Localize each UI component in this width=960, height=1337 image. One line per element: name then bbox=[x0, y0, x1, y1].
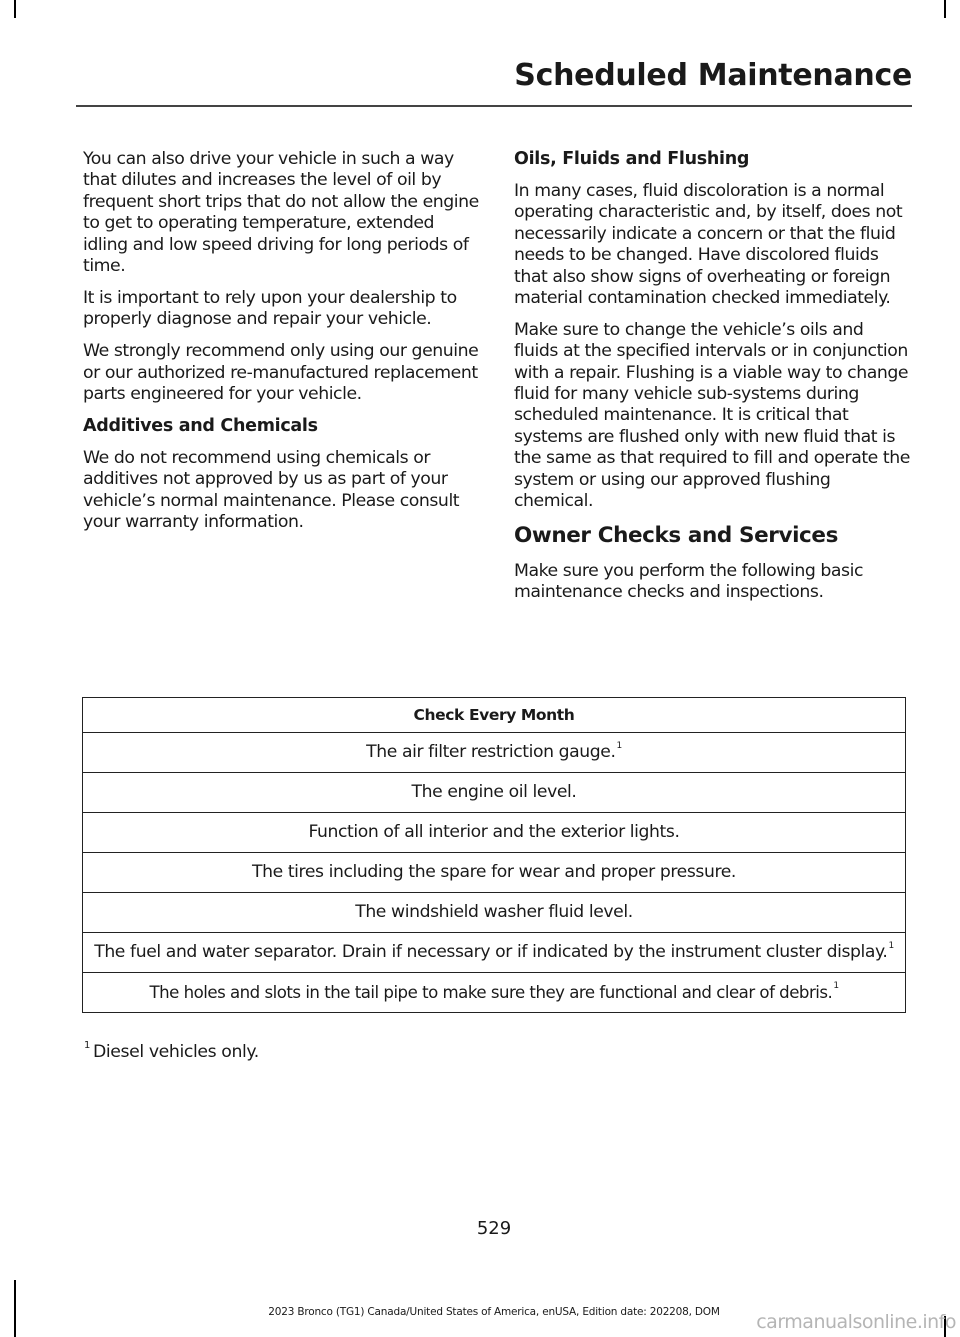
paragraph: Make sure you perform the following basic maintenance checks and inspections. bbox=[514, 561, 864, 603]
paragraph: Make sure to change the vehicle’s oils and fluids at the specified intervals or in conjunction with a repair. Flushing is a viable way to change fluid for many vehicle sub-systems during scheduled maintenance. It is critical that systems are flushed only with new fluid that is the same as that required to fill and operate the system or using our approved flushing chemical. bbox=[514, 319, 910, 512]
paragraph: We do not recommend using chemicals or additives not approved by us as part of your vehicle’s normal maintenance. Please consult your warranty information. bbox=[83, 447, 460, 533]
paragraph: It is important to rely upon your dealership to properly diagnose and repair your vehicle. bbox=[83, 287, 457, 330]
paragraph: You can also drive your vehicle in such a way that dilutes and increases the level of oil by frequent short trips that do not allow the engine to get to operating temperature, extended idling and low speed driving for long periods of time. bbox=[83, 149, 479, 277]
table-row bbox=[83, 773, 906, 813]
table-row bbox=[83, 933, 906, 973]
table-row bbox=[83, 813, 906, 853]
page-title: Scheduled Maintenance bbox=[514, 58, 912, 93]
table-row bbox=[83, 973, 906, 1013]
table-cell: Function of all interior and the exterior lights. bbox=[83, 813, 906, 853]
edition-info: 2023 Bronco (TG1) Canada/United States of America, enUSA, Edition date: 202208, DOM bbox=[268, 1306, 720, 1318]
title-divider bbox=[76, 105, 912, 107]
page-number: 529 bbox=[476, 1218, 512, 1239]
left-column bbox=[83, 149, 479, 544]
table-header: Check Every Month bbox=[83, 698, 906, 733]
table-cell: The windshield washer fluid level. bbox=[83, 893, 906, 933]
footnote-ref: 1 bbox=[833, 981, 839, 991]
crop-mark-top-left bbox=[14, 0, 16, 18]
monthly-checks-table bbox=[82, 697, 906, 1013]
table-row bbox=[83, 893, 906, 933]
paragraph: In many cases, fluid discoloration is a normal operating characteristic and, by itself, does not necessarily indicate a concern or that the fluid needs to be changed. Have discolored fluids that also show signs of overheating or foreign material contamination checked immediately. bbox=[514, 180, 903, 308]
crop-mark-top-right bbox=[944, 0, 946, 18]
section-heading-oils-fluids: Oils, Fluids and Flushing bbox=[514, 149, 750, 169]
footnote-mark: 1 bbox=[84, 1040, 90, 1051]
footnote-ref: 1 bbox=[888, 941, 894, 951]
watermark: carmanualsonline.info bbox=[756, 1311, 956, 1333]
table-header-row bbox=[83, 698, 906, 733]
table-row bbox=[83, 853, 906, 893]
table-cell: The tires including the spare for wear and proper pressure. bbox=[83, 853, 906, 893]
section-heading-additives: Additives and Chemicals bbox=[83, 415, 318, 436]
paragraph: We strongly recommend only using our genuine or our authorized re-manufactured replacement parts engineered for your vehicle. bbox=[83, 341, 479, 405]
table-footnote: $^1$ Diesel vehicles only. bbox=[84, 1040, 259, 1062]
table-cell: The engine oil level. bbox=[83, 773, 906, 813]
table-row bbox=[83, 733, 906, 773]
table-cell: The air filter restriction gauge.$^1$ bbox=[83, 733, 906, 773]
table-cell: The fuel and water separator. Drain if necessary or if indicated by the instrument cluster display.$^1$ bbox=[83, 933, 906, 973]
right-column bbox=[514, 149, 910, 614]
section-heading-owner-checks: Owner Checks and Services bbox=[514, 523, 838, 548]
footnote-ref: 1 bbox=[616, 741, 622, 751]
table-cell: The holes and slots in the tail pipe to make sure they are functional and clear of debris.$^1$ bbox=[83, 973, 906, 1013]
